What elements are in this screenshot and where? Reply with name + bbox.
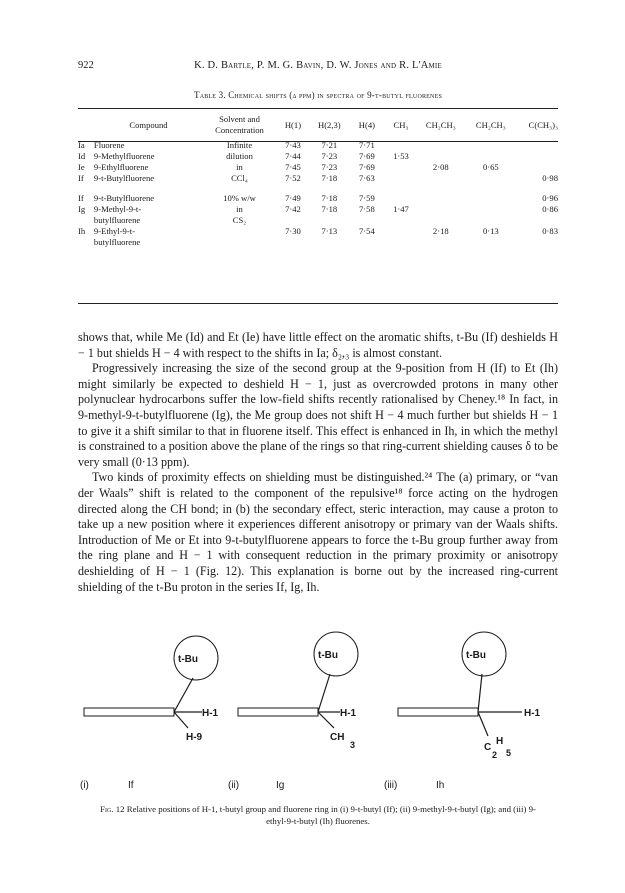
h23-cell: 7·21 <box>321 140 338 150</box>
ch3-cell: 1·47 <box>393 204 409 214</box>
ethyl-subscript-2: 2 <box>492 750 498 760</box>
h4-cell <box>349 237 385 248</box>
h1-cell: 7·45 <box>285 162 301 172</box>
h23-cell: 7·23 <box>321 151 338 161</box>
ethyl-ch3-cell: 0·65 <box>482 162 499 172</box>
ch3-cell <box>385 226 417 237</box>
tbutyl-cell <box>517 237 558 248</box>
paragraph: Two kinds of proximity effects on shielding must be distinguished.²⁴ The (a) primary, or “van der Waals” shift is related to the component of the repulsive¹⁸ force acting on the hydrogen directed along the CH bond; in (b) the secondary effect, steric interaction, may cause a proton to take up a new position where it experiences different anisotropy or primary van der Waals shifts. Introduction of Me or Et into 9-t-butylfluorene appears to force the t-Bu group further away from the ring plane and H − 1 with consequent reduction in the primary proximity or anisotropy deshielding of H − 1 (Fig. 12). This explanation is borne out by the increased ring-current shielding of the t-Bu proton in the series If, Ig, Ih. <box>78 470 558 594</box>
h23-cell: 7·18 <box>321 173 338 183</box>
column-header-tbutyl: C(CH₃)₃ <box>528 119 558 130</box>
compound-id <box>78 215 94 226</box>
column-header-h1: H(1) <box>284 119 302 130</box>
ethyl-ch3-cell: 0·13 <box>482 226 499 236</box>
ch3-cell <box>385 162 417 173</box>
column-header-h23: H(2,3) <box>317 119 341 130</box>
panel-i <box>80 636 219 791</box>
paragraph: Progressively increasing the size of the second group at the 9-position from H (If) to Et (Ih) might similarly be expected to deshield H − 1, just as overcrowded protons in many other polynuclear hydrocarbons suffer the low-field shifts recently rationalised by Cheney.¹⁸ In fact, in 9-methyl-9-t-butylfluorene (Ig), the Me group does not shift H − 4 much further but shields H − 1 to give it a shift similar to that in fluorene itself. This effect is enhanced in Ih, in which the methyl is constrained to a position above the plane of the rings so that ring-current shielding causes δ to be very small (0·13 ppm). <box>78 361 558 469</box>
h4-cell: 7·69 <box>358 162 375 172</box>
page-header <box>78 60 558 74</box>
h1-cell: 7·42 <box>285 204 301 214</box>
tbu-label: t-Bu <box>466 650 486 661</box>
h4-cell <box>349 215 385 226</box>
panel-roman: (ii) <box>228 780 240 791</box>
h23-cell: 7·13 <box>321 226 338 236</box>
ethyl-ch3-cell <box>465 173 517 184</box>
tbutyl-cell: 0·98 <box>542 173 558 183</box>
h4-cell: 7·58 <box>358 204 375 214</box>
compound-id <box>78 237 94 248</box>
figure-12 <box>78 628 558 798</box>
compound-name: Fluorene <box>93 140 125 150</box>
solvent-cell: 10% w/w <box>223 193 256 203</box>
tbutyl-cell: 0·96 <box>542 193 558 203</box>
tbu-bond <box>174 678 193 712</box>
tbutyl-cell <box>517 140 558 151</box>
h1-cell <box>276 237 310 248</box>
panel-compound: Ih <box>436 780 445 791</box>
compound-name: 9-Methyl-9-t- <box>93 204 142 214</box>
compound-id: Ig <box>78 204 86 214</box>
h23-cell <box>310 215 349 226</box>
fluorene-ring-plane <box>238 708 318 716</box>
compound-name: butylfluorene <box>93 215 141 225</box>
h1-label: H-1 <box>340 708 357 719</box>
h4-cell: 7·63 <box>358 173 375 183</box>
h4-cell: 7·54 <box>358 226 375 236</box>
compound-name: butylfluorene <box>93 237 141 247</box>
panel-compound: If <box>128 780 134 791</box>
table-row <box>78 184 558 204</box>
ch2-cell <box>417 151 465 162</box>
ethyl-ch3-cell <box>465 204 517 215</box>
compound-id: Ie <box>78 162 85 172</box>
ethyl-ch3-cell <box>465 184 517 204</box>
table-caption: Table 3. Chemical shifts (δ ppm) in spectra of 9-t-butyl fluorenes <box>194 90 442 100</box>
chemical-shift-table <box>78 110 558 248</box>
table-row <box>78 140 558 151</box>
compound-id: Ih <box>78 226 86 236</box>
compound-id: Id <box>78 151 86 161</box>
panel-compound: Ig <box>276 780 285 791</box>
figure-12-diagram <box>78 628 558 798</box>
tbutyl-cell: 0·83 <box>542 226 558 236</box>
tbu-bond <box>318 674 330 712</box>
panel-roman: (i) <box>80 780 89 791</box>
h9-bond <box>174 712 188 728</box>
panel-roman: (iii) <box>384 780 398 791</box>
h1-cell <box>276 215 310 226</box>
compound-name: 9-Methylfluorene <box>93 151 155 161</box>
column-header-ch3-of-ethyl: CH₂CH₃ <box>475 119 506 130</box>
fluorene-ring-plane <box>84 708 174 716</box>
h1-label: H-1 <box>202 708 219 719</box>
tbu-bond <box>478 674 482 712</box>
table-row <box>78 151 558 162</box>
ch2-cell <box>417 215 465 226</box>
table-header-row <box>78 110 558 140</box>
ch3-cell <box>385 173 417 184</box>
h23-cell: 7·18 <box>321 204 338 214</box>
ethyl-ch3-cell <box>465 151 517 162</box>
h23-cell: 7·23 <box>321 162 338 172</box>
ch2-cell: 2·08 <box>432 162 449 172</box>
ch3-cell <box>385 215 417 226</box>
figure-caption-label: Fig. 12 <box>100 804 125 814</box>
table-row <box>78 162 558 173</box>
ch3-cell <box>385 140 417 151</box>
compound-name: 9-Ethyl-9-t- <box>93 226 135 236</box>
column-header-ch3: CH₃ <box>393 119 409 130</box>
ch3-cell <box>385 184 417 204</box>
solvent-cell <box>203 226 276 237</box>
table-top-rule <box>78 108 558 109</box>
ethyl-c-label: C <box>484 742 492 753</box>
column-header-h4: H(4) <box>358 119 375 130</box>
compound-name: 9-Ethylfluorene <box>93 162 149 172</box>
ch3-cell <box>385 237 417 248</box>
h23-cell <box>310 237 349 248</box>
ch2-cell <box>417 140 465 151</box>
ethyl-ch3-cell <box>465 237 517 248</box>
ethyl-subscript-5: 5 <box>506 748 512 758</box>
figure-caption <box>92 803 544 827</box>
solvent-cell: in <box>236 162 243 172</box>
methyl-subscript: 3 <box>350 740 356 750</box>
compound-name: 9-t-Butylfluorene <box>93 173 155 183</box>
ch2-cell <box>417 184 465 204</box>
ethyl-ch3-cell <box>465 215 517 226</box>
panel-ii <box>228 632 358 791</box>
ch2-cell <box>417 173 465 184</box>
solvent-cell: CS₂ <box>232 215 247 225</box>
page-number: 922 <box>78 60 94 71</box>
tbutyl-cell <box>517 215 558 226</box>
methyl-label: CH <box>330 732 345 743</box>
h1-cell: 7·43 <box>285 140 301 150</box>
tbu-label: t-Bu <box>318 650 338 661</box>
compound-id: If <box>78 173 84 183</box>
h4-cell: 7·59 <box>358 193 375 203</box>
solvent-cell: dilution <box>226 151 253 161</box>
running-head: K. D. Bartle, P. M. G. Bavin, D. W. Jones and R. L'Amie <box>194 60 442 71</box>
table-row <box>78 237 558 248</box>
fluorene-ring-plane <box>398 708 478 716</box>
ch2-cell <box>417 204 465 215</box>
h4-cell: 7·69 <box>358 151 375 161</box>
h1-cell: 7·52 <box>285 173 301 183</box>
column-header-solvent: Solvent and Concentration <box>215 114 264 135</box>
tbutyl-cell <box>517 151 558 162</box>
ch2-cell: 2·18 <box>432 226 449 236</box>
tbutyl-cell <box>517 162 558 173</box>
table-row <box>78 173 558 184</box>
solvent-cell <box>203 237 276 248</box>
h23-cell: 7·18 <box>321 193 338 203</box>
ethyl-bond <box>478 712 488 736</box>
column-header-ch2-of-ethyl: CH₂CH₃ <box>425 119 456 130</box>
ch3-cell: 1·53 <box>393 151 409 161</box>
ch2-cell <box>417 237 465 248</box>
h4-cell: 7·71 <box>358 140 375 150</box>
tbutyl-cell: 0·86 <box>542 204 558 214</box>
solvent-cell: Infinite <box>226 140 253 150</box>
methyl-bond <box>318 712 334 728</box>
column-header-compound: Compound <box>129 119 168 130</box>
solvent-cell: in <box>236 204 243 214</box>
h9-label: H-9 <box>186 732 203 743</box>
ethyl-ch3-cell <box>465 140 517 151</box>
body-text <box>78 330 558 595</box>
table-row <box>78 226 558 237</box>
ethyl-h-label: H <box>496 736 504 747</box>
table-row <box>78 204 558 215</box>
h1-label: H-1 <box>524 708 541 719</box>
compound-name: 9-t-Butylfluorene <box>93 193 155 203</box>
column-header-id <box>78 110 94 140</box>
table-row <box>78 215 558 226</box>
tbu-label: t-Bu <box>178 654 198 665</box>
paragraph: shows that, while Me (Id) and Et (Ie) have little effect on the aromatic shifts, t-Bu (If) deshields H − 1 but shields H − 4 with respect to the shifts in Ia; δ₂,₃ is almost constant. <box>78 330 558 360</box>
compound-id: Ia <box>78 140 85 150</box>
compound-id: If <box>78 193 84 203</box>
h1-cell: 7·44 <box>285 151 301 161</box>
panel-iii <box>384 632 541 791</box>
solvent-cell: CCl₄ <box>231 173 248 183</box>
h1-cell: 7·30 <box>285 226 301 236</box>
h1-cell: 7·49 <box>285 193 301 203</box>
table-bottom-rule <box>78 303 558 304</box>
figure-caption-text: Relative positions of H-1, t-butyl group and fluorene ring in (i) 9-t-butyl (If); (ii) 9-methyl-9-t-butyl (Ig); and (iii) 9-ethyl-9-t-butyl (Ih) fluorenes. <box>126 804 536 826</box>
